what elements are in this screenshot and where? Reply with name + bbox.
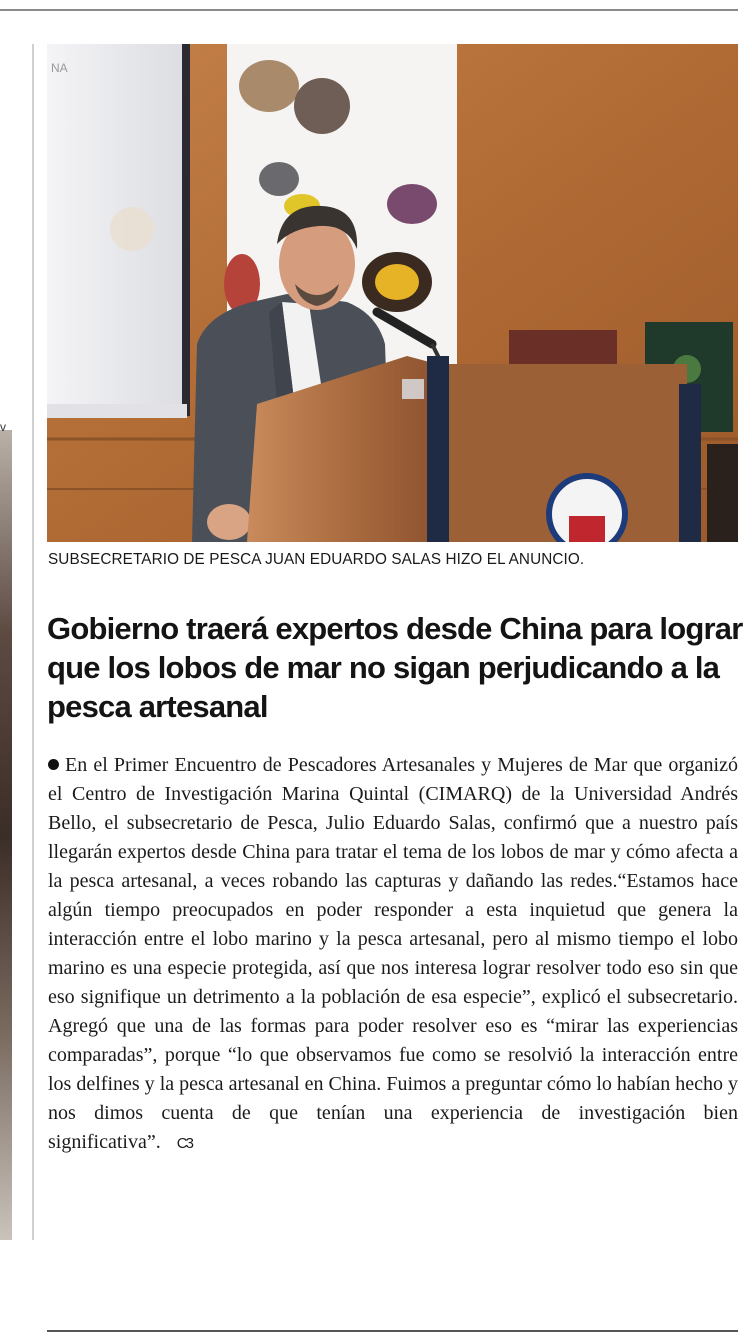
article-body-text: En el Primer Encuentro de Pescadores Artesanales y Mujeres de Mar que organizó el Centro de Investigación Marina Quintal (CIMARQ) de la Universidad Andrés Bello, el subsecretario de Pesca, Julio Eduardo Salas, confirmó que a nuestro país llegarán expertos desde China para tratar el tema de los lobos de mar y cómo afecta a la pesca artesanal, a veces robando las capturas y dañando las redes.“Estamos hace algún tiempo preocupados en poder responder a esta inquietud que genera la interacción entre el lobo marino y la pesca artesanal, pero al mismo tiempo el lobo marino es una especie protegida, así que nos interesa lograr resolver todo eso sin que eso signifique un detrimento a la población de esa especie”, explicó el subsecretario. Agregó que una de las formas para poder resolver eso es “mirar las experiencias comparadas”, porque “lo que observamos fue como se resolvió la interacción entre los delfines y la pesca artesanal en China. Fuimos a preguntar cómo lo habían hecho y nos dimos cuenta de que tenían una experiencia de investigación bien significativa”. [48, 754, 738, 1153]
photo-caption: SUBSECRETARIO DE PESCA JUAN EDUARDO SALAS HIZO EL ANUNCIO. [48, 551, 585, 568]
end-mark: C3 [176, 1135, 192, 1152]
svg-text:NA: NA [51, 61, 68, 75]
bottom-rule [47, 1330, 738, 1332]
column-rule [32, 44, 34, 1240]
article-body [48, 751, 738, 1158]
bullet-icon [48, 759, 59, 770]
photo-podium-speaker-icon [47, 44, 738, 542]
adjacent-column-letter: v [0, 420, 6, 434]
top-rule [0, 9, 738, 11]
article-photo [47, 44, 738, 542]
adjacent-photo-edge [0, 430, 12, 1240]
article-headline: Gobierno traerá expertos desde China para lograr que los lobos de mar no sigan perjudicando a la pesca artesanal [47, 611, 743, 724]
